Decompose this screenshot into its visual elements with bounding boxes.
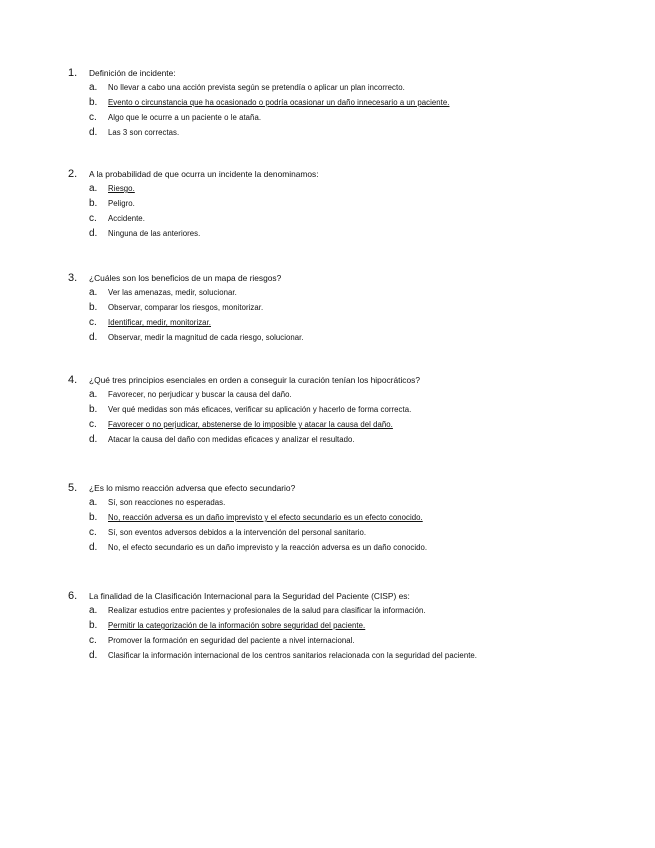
question-text: A la probabilidad de que ocurra un incidente la denominamos: (89, 169, 319, 179)
option-letter: a. (89, 497, 98, 508)
question-number: 3. (68, 272, 78, 284)
option-text-correct: Evento o circunstancia que ha ocasionado o podría ocasionar un daño innecesario a un paciente. (108, 98, 450, 107)
option-text: Las 3 son correctas. (108, 128, 180, 137)
option-text: No llevar a cabo una acción prevista según se pretendía o aplicar un plan incorrecto. (108, 83, 405, 92)
option-letter: c. (89, 419, 97, 430)
option-letter: a. (89, 605, 98, 616)
question-text: ¿Qué tres principios esenciales en orden a conseguir la curación tenían los hipocráticos? (89, 375, 420, 385)
question-text: La finalidad de la Clasificación Internacional para la Seguridad del Paciente (CISP) es: (89, 591, 410, 601)
option-letter: a. (89, 82, 98, 93)
option-letter: b. (89, 198, 98, 209)
option-text: Clasificar la información internacional de los centros sanitarios relacionada con la seguridad del paciente. (108, 651, 478, 660)
option-text: Ver las amenazas, medir, solucionar. (108, 288, 237, 297)
question-number: 4. (68, 374, 78, 386)
option-letter: c. (89, 635, 97, 646)
option-text: No, el efecto secundario es un daño imprevisto y la reacción adversa es un daño conocido. (108, 543, 428, 552)
question-text: ¿Es lo mismo reacción adversa que efecto secundario? (89, 483, 296, 493)
option-text-correct: Identificar, medir, monitorizar. (108, 318, 212, 327)
option-text-correct: Riesgo. (108, 184, 135, 193)
option-text: Promover la formación en seguridad del paciente a nivel internacional. (108, 636, 355, 645)
option-text-correct: Permitir la categorización de la información sobre seguridad del paciente. (108, 621, 366, 630)
option-text: Observar, comparar los riesgos, monitorizar. (108, 303, 264, 312)
option-letter: b. (89, 302, 98, 313)
question-number: 6. (68, 590, 78, 602)
option-text: Ninguna de las anteriores. (108, 229, 201, 238)
option-letter: c. (89, 317, 97, 328)
option-text: Peligro. (108, 199, 135, 208)
option-text: Observar, medir la magnitud de cada riesgo, solucionar. (108, 333, 304, 342)
option-text-correct: No, reacción adversa es un daño imprevisto y el efecto secundario es un efecto conocido. (108, 513, 423, 522)
option-letter: b. (89, 512, 98, 523)
option-letter: a. (89, 183, 98, 194)
option-text: Atacar la causa del daño con medidas eficaces y analizar el resultado. (108, 435, 355, 444)
option-letter: b. (89, 97, 98, 108)
option-letter: c. (89, 112, 97, 123)
option-text: Sí, son eventos adversos debidos a la intervención del personal sanitario. (108, 528, 367, 537)
option-text-correct: Favorecer o no perjudicar, abstenerse de lo imposible y atacar la causa del daño. (108, 420, 393, 429)
option-text: Algo que le ocurre a un paciente o le ataña. (108, 113, 262, 122)
question-number: 2. (68, 168, 78, 180)
question-text: ¿Cuáles son los beneficios de un mapa de riesgos? (89, 273, 282, 283)
option-letter: b. (89, 404, 98, 415)
question-number: 1. (68, 67, 78, 79)
option-letter: c. (89, 213, 97, 224)
option-text: Realizar estudios entre pacientes y profesionales de la salud para clasificar la información. (108, 606, 426, 615)
option-letter: a. (89, 287, 98, 298)
question-number: 5. (68, 482, 78, 494)
option-letter: d. (89, 650, 98, 661)
option-text: Accidente. (108, 214, 145, 223)
option-letter: d. (89, 228, 98, 239)
option-text: Favorecer, no perjudicar y buscar la causa del daño. (108, 390, 292, 399)
option-letter: d. (89, 332, 98, 343)
option-letter: d. (89, 542, 98, 553)
option-letter: d. (89, 127, 98, 138)
option-letter: d. (89, 434, 98, 445)
option-letter: b. (89, 620, 98, 631)
option-letter: c. (89, 527, 97, 538)
question-text: Definición de incidente: (89, 68, 176, 78)
option-text: Sí, son reacciones no esperadas. (108, 498, 226, 507)
option-letter: a. (89, 389, 98, 400)
option-text: Ver qué medidas son más eficaces, verificar su aplicación y hacerlo de forma correcta. (108, 405, 412, 414)
